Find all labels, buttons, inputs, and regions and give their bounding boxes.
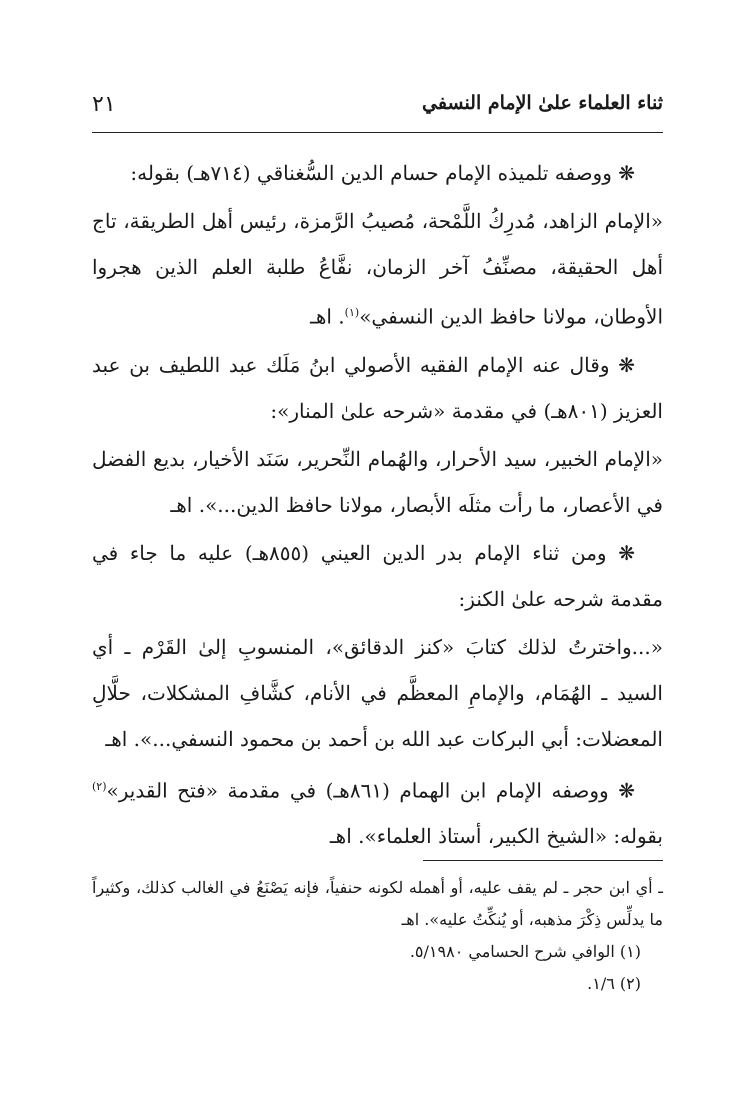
footnotes [92, 872, 663, 1000]
footnote-ref-1: (١) [344, 306, 360, 319]
quote-ayni: «...واخترتُ لذلك كتابَ «كنز الدقائق»، المنسوبِ إلىٰ القَرْم ـ أي السيد ـ الهُمَام، والإمامِ المعظَّم في الأنام، كشَّافِ المشكلات، حلَّالِ المعضلات: أبي البركات عبد الله بن أحمد بن محمود النسفي...». اهـ [92, 634, 663, 751]
header-title: ثناء العلماء علىٰ الإمام النسفي [422, 92, 663, 114]
quote-sighnaqi-text: «الإمام الزاهد، مُدرِكُ اللَّمْحة، مُصيبُ الرَّمزة، رئيس أهل الطريقة، تاج أهل الحقيقة، مصنِّفُ آخر الزمان، نفَّاعُ طلبة العلم الذين هجروا الأوطان، مولانا حافظ الدين النسفي» [92, 209, 663, 329]
footnote-continuation: ـ أي ابن حجر ـ لم يقف عليه، أو أهمله لكونه حنفياً، فإنه يَصْنَعُ في الغالب كذلك، وكثيراً ما يدلِّس ذِكْرَ مذهبه، أو يُنكِّتُ عليه». اهـ [92, 878, 663, 929]
paragraph-ibn-humam-end: بقوله: «الشيخ الكبير، أستاذ العلماء». اهـ [329, 824, 663, 849]
footnote-rule [423, 860, 663, 861]
header-rule [92, 132, 663, 133]
paragraph-sighnaqi-intro: ❋ ووصفه تلميذه الإمام حسام الدين السُّغناقي (٧١٤هـ) بقوله: [130, 161, 635, 185]
paragraph-ibn-humam-text: ❋ ووصفه الإمام ابن الهمام (٨٦١هـ) في مقدمة «فتح القدير» [106, 778, 635, 803]
quote-sighnaqi-end: . اهـ [309, 304, 345, 329]
page-number: ٢١ [92, 92, 116, 117]
footnote-ref-2: (٢) [92, 779, 107, 793]
footnote-2: (٢) ١/٦. [587, 974, 641, 993]
paragraph-ayni-intro: ❋ ومن ثناء الإمام بدر الدين العيني (٨٥٥هـ) عليه ما جاء في مقدمة شرحه علىٰ الكنز: [92, 540, 663, 611]
footnote-1: (١) الوافي شرح الحسامي ٥/١٩٨٠. [409, 942, 641, 961]
paragraph-ibn-humam [92, 764, 663, 860]
running-header [92, 92, 663, 130]
paragraph-ibn-malak-intro: ❋ وقال عنه الإمام الفقيه الأصولي ابنُ مَلَك عبد اللطيف بن عبد العزيز (٨٠١هـ) في مقدمة «شرحه علىٰ المنار»: [92, 352, 663, 423]
quote-ibn-malak: «الإمام الخبير، سيد الأحرار، والهُمام النِّحرير، سَنَد الأخيار، بديع الفضل في الأعصار، ما رأت مثلَه الأبصار، مولانا حافظ الدين...». اهـ [92, 446, 663, 517]
quote-sighnaqi [92, 198, 663, 340]
main-text [92, 150, 663, 861]
